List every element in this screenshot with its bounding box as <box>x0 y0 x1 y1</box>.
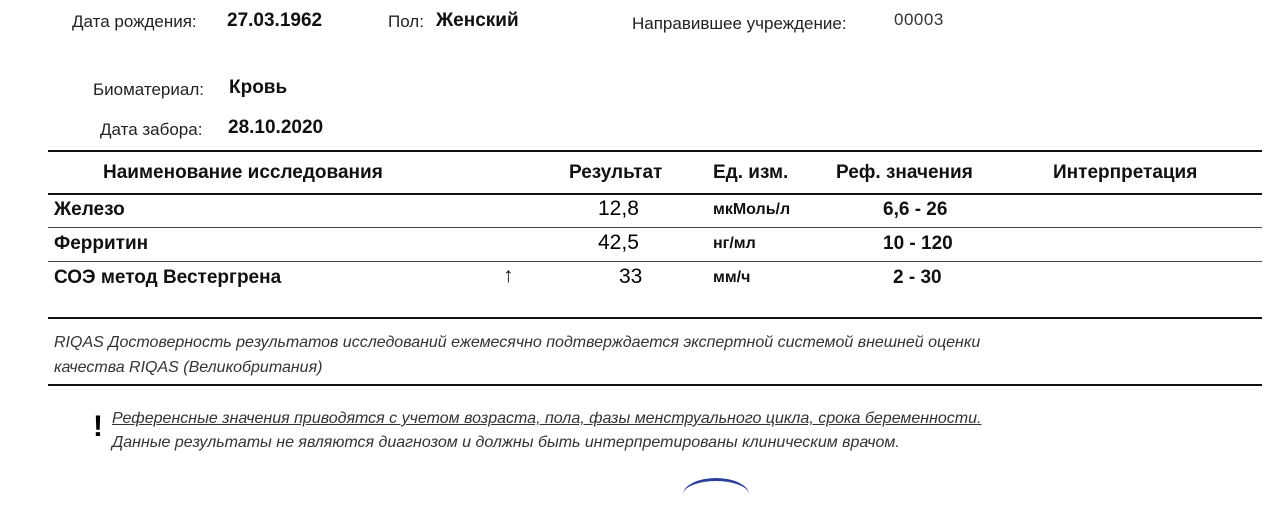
row-divider <box>48 227 1262 228</box>
test-unit: нг/мл <box>713 235 756 252</box>
table-top-rule <box>48 150 1262 152</box>
sex-value: Женский <box>436 10 519 31</box>
test-name: СОЭ метод Вестергрена <box>54 267 282 288</box>
test-result: 42,5 <box>598 231 639 254</box>
reference-values-notice: Референсные значения приводятся с учетом возраста, пола, фазы менструального цикла, срока беременности. <box>112 410 982 427</box>
arrow-up-icon: ↑ <box>503 264 514 287</box>
biomaterial-label: Биоматериал: <box>93 80 204 99</box>
test-reference: 2 - 30 <box>893 267 942 288</box>
test-name: Ферритин <box>54 233 149 254</box>
stamp-seal <box>683 478 749 511</box>
referring-institution-value: 00003 <box>894 10 944 29</box>
biomaterial-value: Кровь <box>229 77 288 98</box>
header-unit: Ед. изм. <box>713 162 789 183</box>
test-unit: мм/ч <box>713 269 751 286</box>
birth-date-value: 27.03.1962 <box>227 10 323 31</box>
test-result: 33 <box>619 265 643 288</box>
header-result: Результат <box>569 162 663 183</box>
test-name: Железо <box>54 199 125 220</box>
collection-date-value: 28.10.2020 <box>228 117 324 138</box>
sex-label: Пол: <box>388 12 424 31</box>
test-reference: 6,6 - 26 <box>883 199 948 220</box>
test-reference: 10 - 120 <box>883 233 953 254</box>
riqas-note-line1: RIQAS Достоверность результатов исследований ежемесячно подтверждается экспертной системой внешней оценки <box>54 334 981 351</box>
riqas-top-rule <box>48 317 1262 319</box>
test-result: 12,8 <box>598 197 639 220</box>
exclamation-icon: ! <box>93 410 103 443</box>
birth-date-label: Дата рождения: <box>72 12 197 31</box>
row-divider <box>48 261 1262 262</box>
test-unit: мкМоль/л <box>713 201 791 218</box>
header-reference: Реф. значения <box>836 162 973 183</box>
table-header-rule <box>48 193 1262 195</box>
header-test-name: Наименование исследования <box>103 162 383 183</box>
riqas-bottom-rule <box>48 384 1262 386</box>
diagnosis-disclaimer: Данные результаты не являются диагнозом и должны быть интерпретированы клиническим врачом. <box>112 434 900 451</box>
referring-institution-label: Направившее учреждение: <box>632 14 847 33</box>
riqas-note-line2: качества RIQAS (Великобритания) <box>54 359 323 376</box>
header-interpretation: Интерпретация <box>1053 162 1198 183</box>
collection-date-label: Дата забора: <box>100 120 203 139</box>
